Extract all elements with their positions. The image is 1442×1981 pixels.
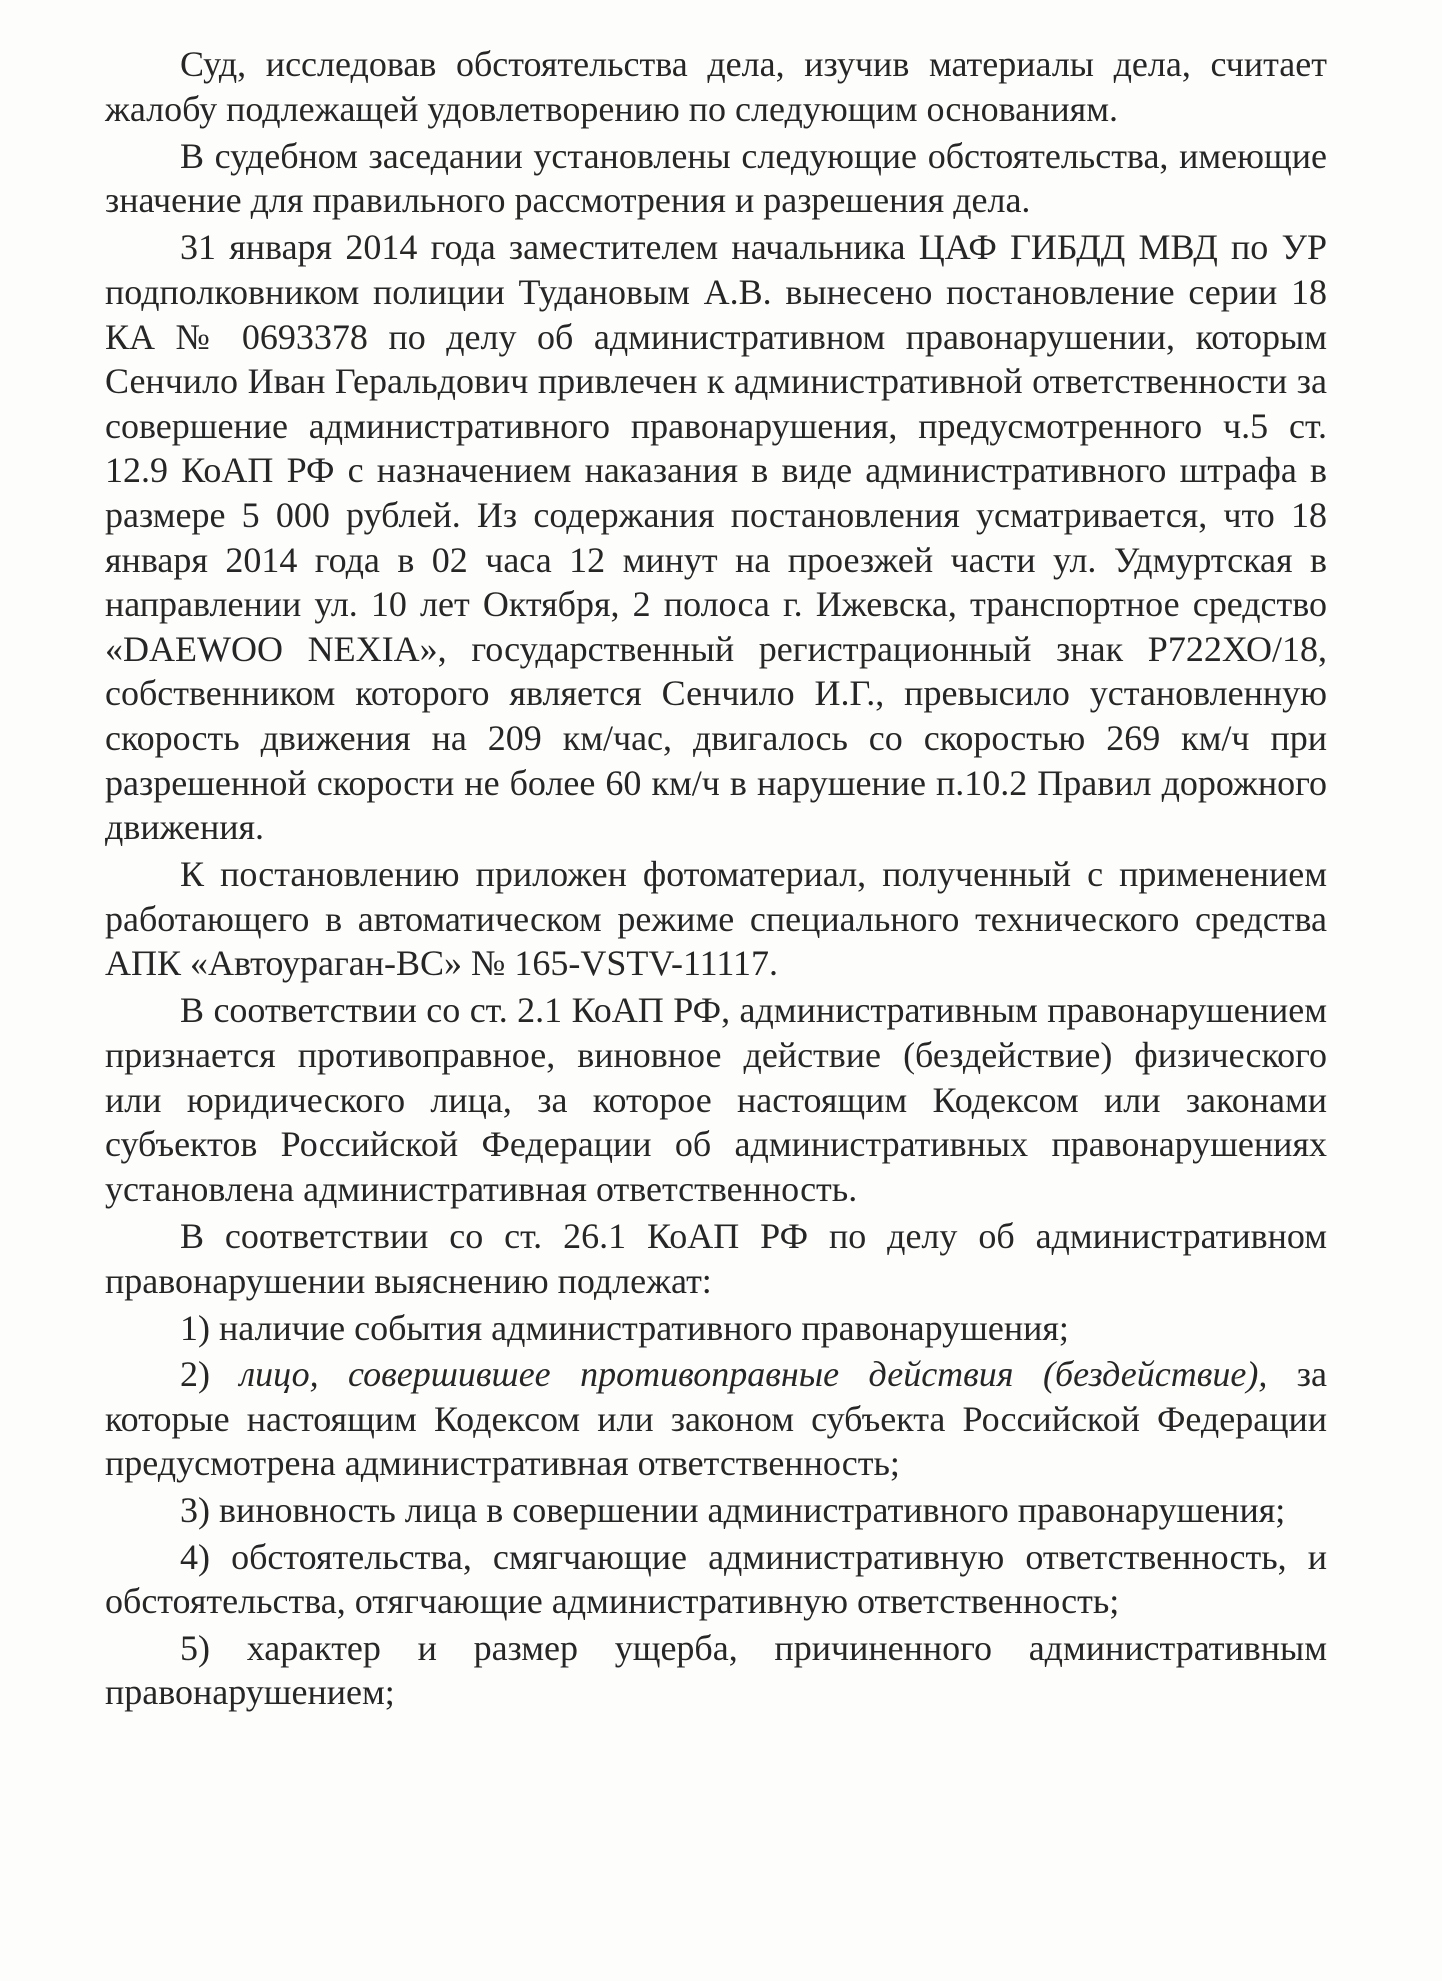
paragraph-resolution-details: 31 января 2014 года заместителем начальника ЦАФ ГИБДД МВД по УР подполковником полиции Тудановым А.В. вынесено постановление серии 18 КА № 0693378 по делу об административном правонарушении, которым Сенчило Иван Геральдович привлечен к административной ответственности за совершение административного правонарушения, предусмотренного ч.5 ст. 12.9 КоАП РФ с назначением наказания в виде административного штрафа в размере 5 000 рублей. Из содержания постановления усматривается, что 18 января 2014 года в 02 часа 12 минут на проезжей части ул. Удмуртская в направлении ул. 10 лет Октября, 2 полоса г. Ижевска, транспортное средство «DAEWOO NEXIA», государственный регистрационный знак Р722ХО/18, собственником которого является Сенчило И.Г., превысило установленную скорость движения на 209 км/час, двигалось со скоростью 269 км/ч при разрешенной скорости не более 60 км/ч в нарушение п.10.2 Правил дорожного движения. bbox=[105, 227, 1327, 848]
paragraph-court-findings: Суд, исследовав обстоятельства дела, изучив материалы дела, считает жалобу подлежащей удовлетворению по следующим основаниям. bbox=[105, 44, 1327, 129]
paragraph-article-26-1: В соответствии со ст. 26.1 КоАП РФ по делу об административном правонарушении выяснению подлежат: bbox=[105, 1215, 1327, 1301]
list-item-2-number: 2) bbox=[180, 1354, 240, 1395]
list-item-2 bbox=[105, 1352, 1327, 1486]
list-item-1: 1) наличие события административного правонарушения; bbox=[180, 1307, 1069, 1348]
list-item-4: 4) обстоятельства, смягчающие административную ответственность, и обстоятельства, отягчающие административную ответственность; bbox=[105, 1536, 1327, 1622]
paragraph-photo-material: К постановлению приложен фотоматериал, полученный с применением работающего в автоматическом режиме специального технического средства АПК «Автоураган-ВС» № 165-VSTV-11117. bbox=[105, 854, 1327, 984]
paragraph-article-2-1: В соответствии со ст. 2.1 КоАП РФ, административным правонарушением признается противоправное, виновное действие (бездействие) физического или юридического лица, за которое настоящим Кодексом или законами субъектов Российской Федерации об административных правонарушениях установлена административная ответственность. bbox=[105, 990, 1327, 1209]
list-item-5: 5) характер и размер ущерба, причиненного административным правонарушением; bbox=[105, 1627, 1327, 1713]
list-item-3: 3) виновность лица в совершении административного правонарушения; bbox=[180, 1490, 1286, 1530]
paragraph-established-circumstances: В судебном заседании установлены следующие обстоятельства, имеющие значение для правильного рассмотрения и разрешения дела. bbox=[105, 135, 1327, 221]
list-item-2-italic: лицо, совершившее противоправные действия (бездействие), bbox=[239, 1354, 1268, 1395]
document-body bbox=[105, 42, 1327, 1717]
list-item-2-rest: за которые настоящим Кодексом или законом субъекта Российской Федерации предусмотрена административная ответственность; bbox=[105, 1354, 1328, 1484]
